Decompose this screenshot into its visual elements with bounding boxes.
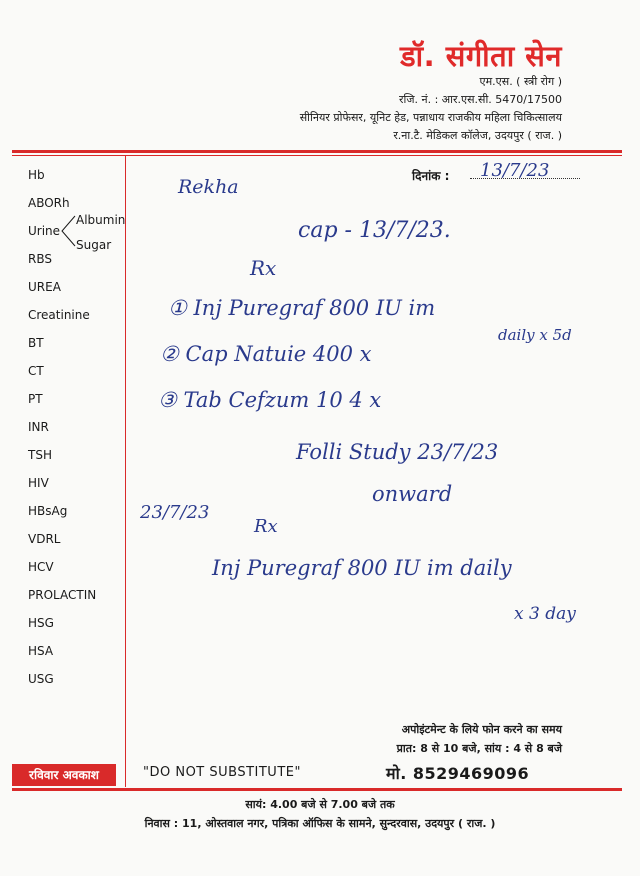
urine-albumin: Albumin [76, 213, 126, 227]
test-item: HBsAg [28, 504, 68, 518]
phone-number: मो. 8529469096 [386, 764, 530, 783]
test-item: Hb [28, 168, 45, 182]
hw-date-2: 23/7/23 [140, 502, 210, 523]
patient-name: Rekha [178, 176, 239, 198]
urine-sugar: Sugar [76, 238, 112, 252]
header-divider [12, 150, 622, 153]
left-column-divider [125, 155, 126, 787]
do-not-substitute: "DO NOT SUBSTITUTE" [143, 765, 301, 780]
hw-rx-symbol-2: Rx [254, 516, 278, 537]
test-item: HIV [28, 476, 49, 490]
hw-line-3: ③ Tab Cefzum 10 4 x [158, 388, 382, 412]
date-value: 13/7/23 [480, 160, 550, 181]
header-divider-thin [12, 155, 622, 156]
doctor-degree: एम.एस. ( स्त्री रोग ) [479, 75, 562, 88]
hw-follicle-study: Folli Study 23/7/23 [296, 440, 499, 464]
test-item: VDRL [28, 532, 61, 546]
test-item: HSA [28, 644, 54, 658]
doctor-name: डॉ. संगीता सेन [400, 39, 562, 73]
medical-college: र.ना.टै. मेडिकल कॉलेज, उदयपुर ( राज. ) [393, 129, 562, 142]
test-item: ABORh [28, 196, 70, 210]
test-item: BT [28, 336, 44, 350]
appointment-heading: अपोइंटमेन्ट के लिये फोन करने का समय [401, 723, 562, 736]
test-item: USG [28, 672, 54, 686]
test-item: RBS [28, 252, 52, 266]
hw-line-2: ② Cap Natuie 400 x [160, 342, 372, 366]
test-item: PT [28, 392, 43, 406]
registration-number: रजि. नं. : आर.एस.सी. 5470/17500 [398, 93, 562, 106]
date-label: दिनांक : [412, 169, 450, 183]
hw-onward: onward [372, 482, 453, 506]
hw-line-4b: x 3 day [514, 604, 576, 624]
doctor-position: सीनियर प्रोफेसर, यूनिट हेड, पन्नाधाय राजकीय महिला चिकित्सालय [299, 111, 562, 124]
hw-line-1: ① Inj Puregraf 800 IU im [168, 296, 436, 320]
hw-rx-symbol: Rx [250, 256, 277, 280]
test-item: INR [28, 420, 49, 434]
hw-line-4: Inj Puregraf 800 IU im daily [212, 556, 512, 580]
footer-divider [12, 788, 622, 791]
test-item: CT [28, 364, 44, 378]
urine-bracket [60, 214, 76, 248]
hw-cap-date: cap - 13/7/23. [298, 218, 451, 243]
test-item: PROLACTIN [28, 588, 97, 602]
test-item: HCV [28, 560, 54, 574]
test-item: Creatinine [28, 308, 90, 322]
residence-address: निवास : 11, ओस्तवाल नगर, पत्रिका ऑफिस के सामने, सुन्दरवास, उदयपुर ( राज. ) [144, 817, 496, 830]
hw-line-1b: daily x 5d [498, 326, 572, 344]
appointment-hours: प्रात: 8 से 10 बजे, सांय : 4 से 8 बजे [396, 742, 562, 755]
sunday-off-badge: रविवार अवकाश [12, 764, 116, 786]
test-item: HSG [28, 616, 54, 630]
test-item: Urine [28, 224, 61, 238]
evening-hours: सायं: 4.00 बजे से 7.00 बजे तक [245, 798, 395, 811]
test-item: TSH [28, 448, 52, 462]
test-item: UREA [28, 280, 61, 294]
